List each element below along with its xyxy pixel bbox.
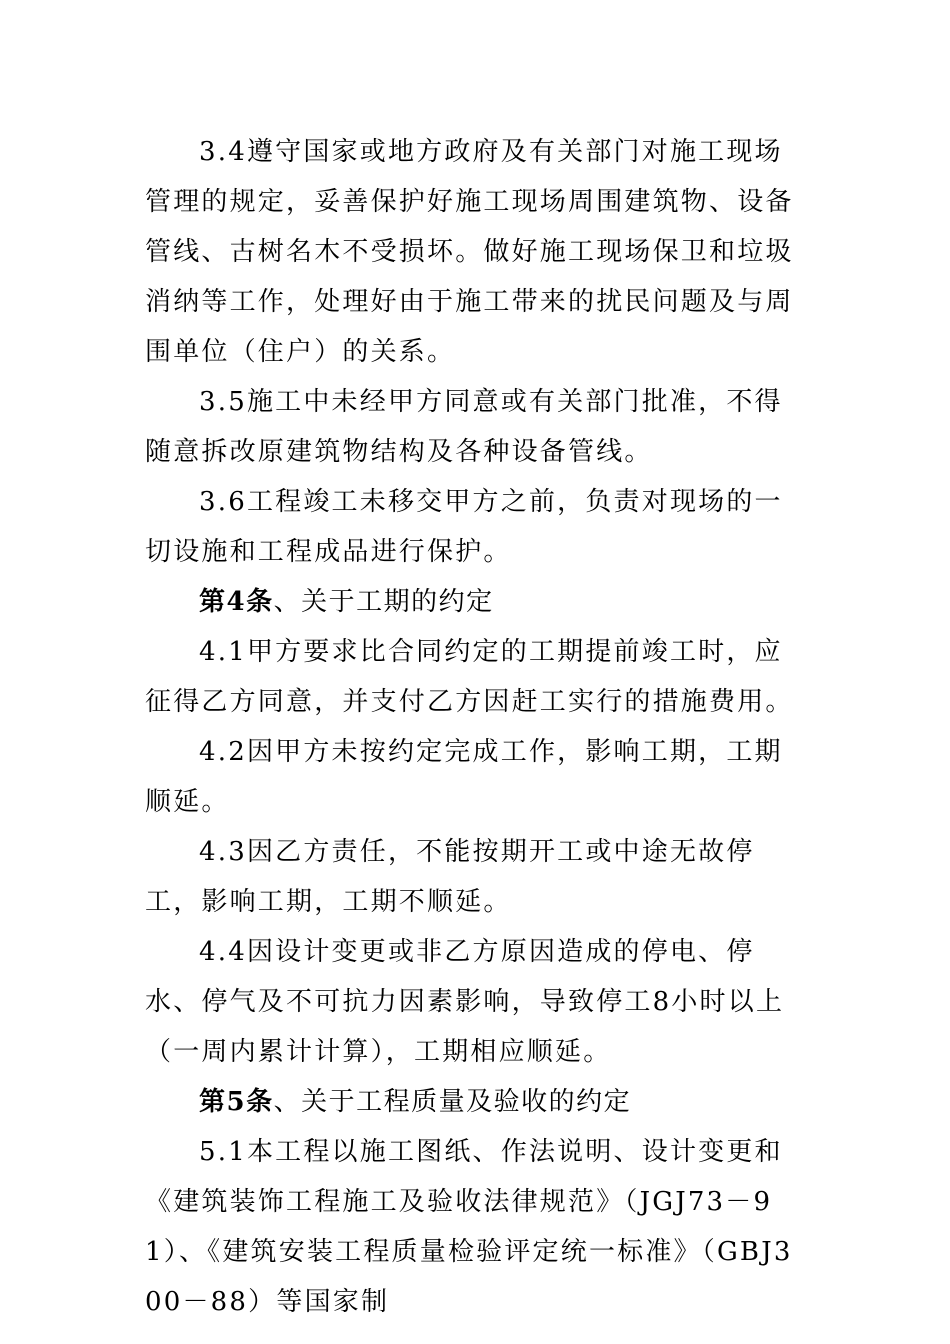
clause-4-4: 4.4因设计变更或非乙方原因造成的停电、停水、停气及不可抗力因素影响，导致停工8小时以上（一周内累计计算），工期相应顺延。 <box>145 937 785 1067</box>
clause-3-5: 3.5施工中未经甲方同意或有关部门批准，不得随意拆改原建筑物结构及各种设备管线。 <box>145 387 783 467</box>
clause-3-6: 3.6工程竣工未移交甲方之前，负责对现场的一切设施和工程成品进行保护。 <box>145 487 783 567</box>
section-5-label: 第5条 <box>199 1087 274 1117</box>
section-4-heading <box>145 577 805 627</box>
section-4-label: 第4条 <box>199 587 274 617</box>
clause-4-2: 4.2因甲方未按约定完成工作，影响工期，工期顺延。 <box>145 737 783 817</box>
clause-4-3: 4.3因乙方责任，不能按期开工或中途无故停工，影响工期，工期不顺延。 <box>145 837 755 917</box>
clause-4-1: 4.1甲方要求比合同约定的工期提前竣工时，应征得乙方同意，并支付乙方因赶工实行的措施费用。 <box>145 637 794 717</box>
clause-5-1: 5.1本工程以施工图纸、作法说明、设计变更和《建筑装饰工程施工及验收法律规范》（JGJ73－91）、《建筑安装工程质量检验评定统一标准》（GBJ300－88）等国家制 <box>145 1137 793 1317</box>
section-5-heading <box>145 1077 805 1127</box>
clause-3-4: 3.4遵守国家或地方政府及有关部门对施工现场管理的规定，妥善保护好施工现场周围建筑物、设备管线、古树名木不受损坏。做好施工现场保卫和垃圾消纳等工作，处理好由于施工带来的扰民问题及与周围单位（住户）的关系。 <box>145 137 794 367</box>
section-4-title: 、关于工期的约定 <box>273 587 494 617</box>
document-body <box>145 127 805 1327</box>
section-5-title: 、关于工程质量及验收的约定 <box>273 1087 632 1117</box>
